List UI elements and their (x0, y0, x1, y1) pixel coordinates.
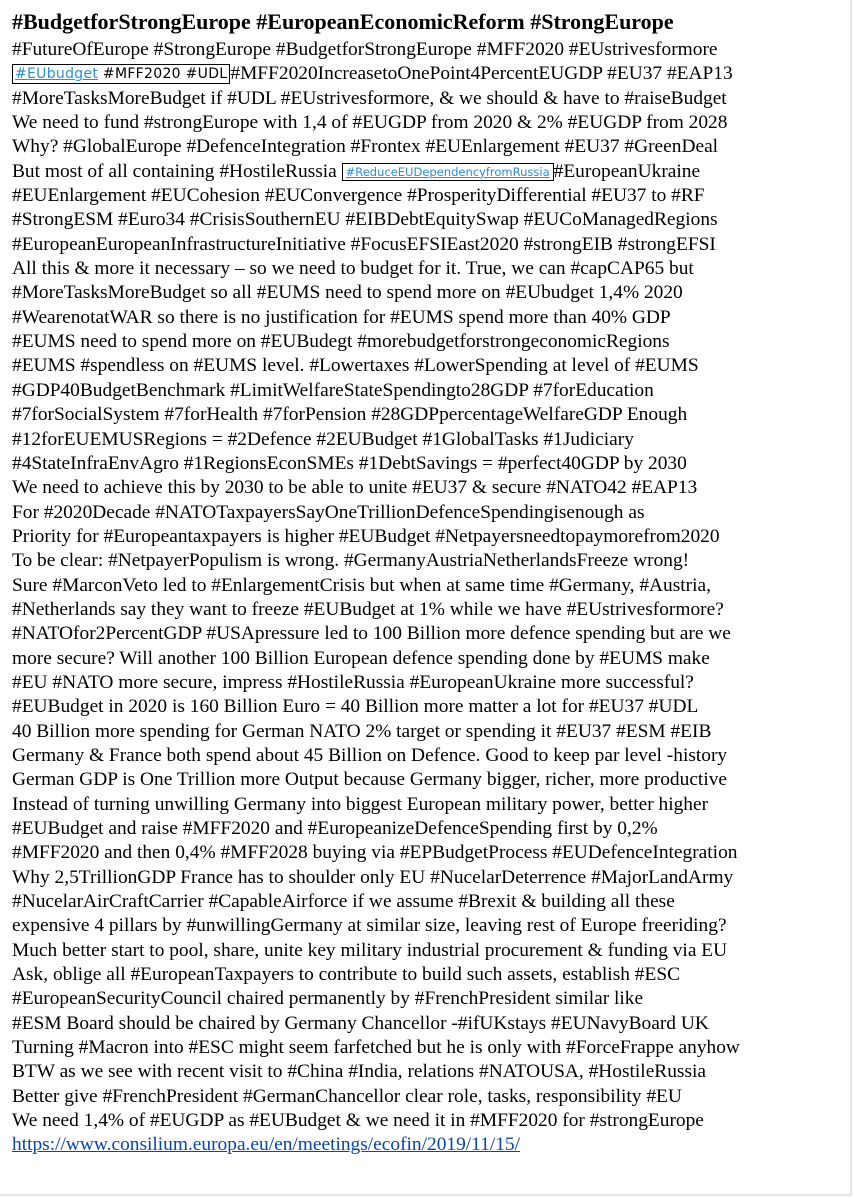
text-line: #EUBudget and raise #MFF2020 and #EuropeanizeDefenceSpending first by 0,2% (12, 818, 658, 839)
text-line: We need to fund #strongEurope with 1,4 of #EUGDP from 2020 & 2% #EUGDP from 2028 (12, 112, 728, 134)
text-line: #EUMS need to spend more on #EUBudegt #morebudgetforstrongeconomicRegions (12, 331, 670, 353)
hashtag-box (342, 163, 554, 181)
text-line: #GDP40BudgetBenchmark #LimitWelfareStateSpendingto28GDP #7forEducation (12, 379, 654, 401)
text-line: BTW as we see with recent visit to #China #India, relations #NATOUSA, #HostileRussia (12, 1061, 707, 1083)
text-line: Ask, oblige all #EuropeanTaxpayers to contribute to build such assets, establish #ESC (12, 964, 681, 986)
text-line-with-tag-box (12, 160, 842, 184)
text-line-with-tag-box (12, 62, 842, 86)
text-line: #NucelarAirCraftCarrier #CapableAirforce if we assume #Brexit & building all these (12, 891, 675, 913)
text-line: Much better start to pool, share, unite key military industrial procurement & funding via EU (12, 939, 728, 961)
text-line: Why 2,5TrillionGDP France has to shoulder only EU #NucelarDeterrence #MajorLandArmy (12, 866, 734, 888)
text-line: #EU #NATO more secure, impress #HostileRussia #EuropeanUkraine more successful? (12, 671, 694, 693)
text-line: To be clear: #NetpayerPopulism is wrong. #GermanyAustriaNetherlandsFreeze wrong! (12, 550, 690, 572)
text-line: #7forSocialSystem #7forHealth #7forPension #28GDPpercentageWelfareGDP Enough (12, 404, 688, 426)
hashtag-box-text: #MFF2020 #UDL (98, 66, 228, 83)
text-line: We need to achieve this by 2030 to be able to unite #EU37 & secure #NATO42 #EAP13 (12, 477, 698, 499)
text-line: Germany & France both spend about 45 Billion on Defence. Good to keep par level -history (12, 744, 728, 766)
text-line: #EuropeanEuropeanInfrastructureInitiative #FocusEFSIEast2020 #strongEIB #strongEFSI (12, 233, 716, 255)
text-line: Better give #FrenchPresident #GermanChancellor clear role, tasks, responsibility #EU (12, 1085, 682, 1107)
text-line: #12forEUEMUSRegions = #2Defence #2EUBudget #1GlobalTasks #1Judiciary (12, 428, 634, 450)
text-line: German GDP is One Trillion more Output because Germany bigger, richer, more productive (12, 769, 728, 791)
text-line: #FutureOfEurope #StrongEurope #BudgetforStrongEurope #MFF2020 #EUstrivesformore (12, 39, 718, 60)
text-line: 40 Billion more spending for German NATO 2% target or spending it #EU37 #ESM #EIB (12, 720, 712, 742)
text-line: Sure #MarconVeto led to #EnlargementCrisis but when at same time #Germany, #Austria, (12, 574, 711, 596)
text-line: We need 1,4% of #EUGDP as #EUBudget & we need it in #MFF2020 for #strongEurope (12, 1110, 704, 1132)
text-line: #EuropeanSecurityCouncil chaired permanently by #FrenchPresident similar like (12, 988, 644, 1010)
text-line: #NATOfor2PercentGDP #USApressure led to 100 Billion more defence spending but are we (12, 623, 731, 645)
document-body (12, 38, 842, 1158)
consilium-url-link[interactable]: https://www.consilium.europa.eu/en/meetings/ecofin/2019/11/15/ (12, 1134, 521, 1156)
line-text: But most of all containing #HostileRussia (12, 160, 342, 182)
text-line: Why? #GlobalEurope #DefenceIntegration #Frontex #EUEnlargement #EU37 #GreenDeal (12, 136, 719, 158)
text-line: All this & more it necessary – so we need to budget for it. True, we can #capCAP65 but (12, 258, 694, 280)
text-line: more secure? Will another 100 Billion European defence spending done by #EUMS make (12, 647, 710, 669)
text-line: #WearenotatWAR so there is no justification for #EUMS spend more than 40% GDP (12, 306, 671, 328)
line-text: #MFF2020IncreasetoOnePoint4PercentEUGDP #EU37 #EAP13 (230, 63, 733, 85)
line-text: #EuropeanUkraine (553, 160, 701, 182)
document-heading: #BudgetforStrongEurope #EuropeanEconomicReform #StrongEurope (12, 9, 674, 34)
text-line: #MFF2020 and then 0,4% #MFF2028 buying via #EPBudgetProcess #EUDefenceIntegration (12, 842, 738, 864)
text-line: #MoreTasksMoreBudget if #UDL #EUstrivesformore, & we should & have to #raiseBudget (12, 87, 727, 109)
text-line: #StrongESM #Euro34 #CrisisSouthernEU #EIBDebtEquitySwap #EUCoManagedRegions (12, 209, 718, 231)
text-line: For #2020Decade #NATOTaxpayersSayOneTrillionDefenceSpendingisenough as (12, 501, 645, 523)
text-line: expensive 4 pillars by #unwillingGermany at similar size, leaving rest of Europe freeriding? (12, 915, 727, 937)
text-line: Priority for #Europeantaxpayers is higher #EUBudget #Netpayersneedtopaymorefrom2020 (12, 525, 720, 547)
text-line: #4StateInfraEnvAgro #1RegionsEconSMEs #1DebtSavings = #perfect40GDP by 2030 (12, 452, 687, 474)
text-line: #Netherlands say they want to freeze #EUBudget at 1% while we have #EUstrivesformore? (12, 598, 724, 620)
hashtag-link-reduce-eu-dependency[interactable]: #ReduceEUDependencyfromRussia (345, 164, 550, 179)
text-line: #EUEnlargement #EUCohesion #EUConvergence #ProsperityDifferential #EU37 to #RF (12, 185, 705, 207)
text-line: Instead of turning unwilling Germany into biggest European military power, better higher (12, 793, 709, 815)
hashtag-link-eubudget[interactable]: #EUbudget (15, 66, 99, 83)
text-line: #MoreTasksMoreBudget so all #EUMS need to spend more on #EUbudget 1,4% 2020 (12, 282, 683, 304)
text-line: #EUBudget in 2020 is 160 Billion Euro = 40 Billion more matter a lot for #EU37 #UDL (12, 696, 699, 718)
footer-line (12, 1133, 842, 1157)
hashtag-box (12, 64, 230, 84)
text-line: #ESM Board should be chaired by Germany Chancellor -#ifUKstays #EUNavyBoard UK (12, 1012, 709, 1034)
text-line: #EUMS #spendless on #EUMS level. #Lowertaxes #LowerSpending at level of #EUMS (12, 355, 699, 377)
text-line: Turning #Macron into #ESC might seem farfetched but he is only with #ForceFrappe anyhow (12, 1037, 740, 1059)
